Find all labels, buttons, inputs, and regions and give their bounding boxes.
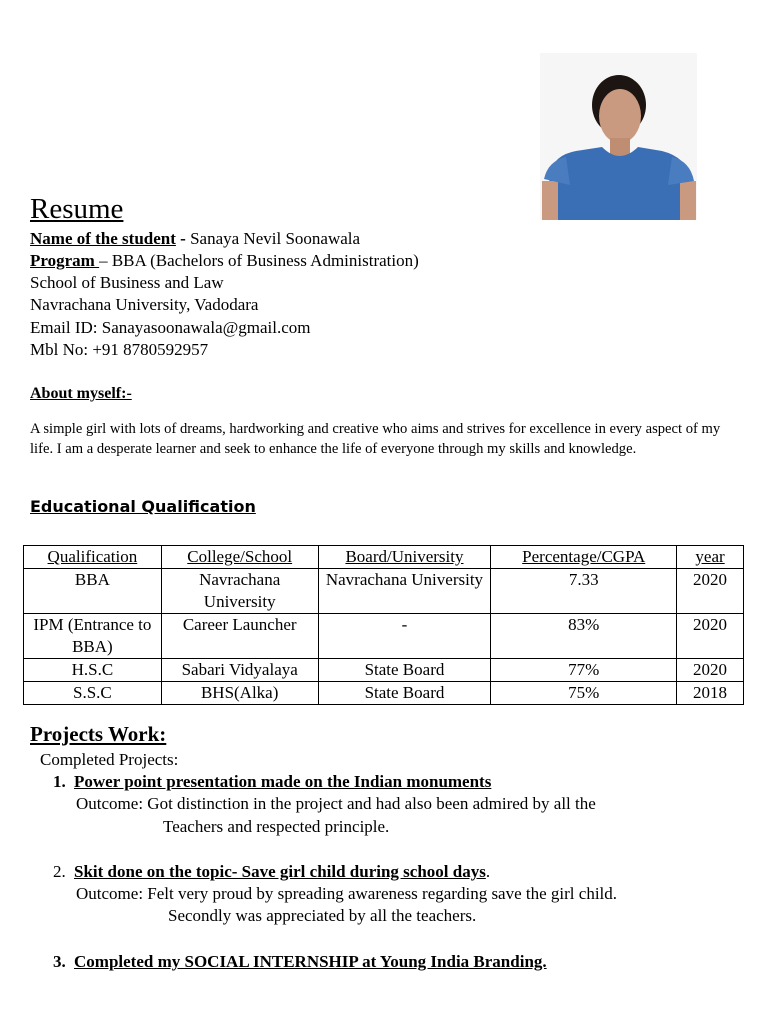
about-heading: About myself:- bbox=[30, 385, 132, 402]
column-header: Percentage/CGPA bbox=[491, 546, 677, 569]
table-cell: Sabari Vidyalaya bbox=[161, 659, 318, 682]
resume-title: Resume bbox=[30, 193, 124, 225]
table-cell: 2020 bbox=[677, 614, 744, 659]
email-line bbox=[30, 317, 311, 339]
projects-heading: Projects Work: bbox=[30, 722, 167, 746]
table-cell: BHS(Alka) bbox=[161, 682, 318, 705]
about-text: A simple girl with lots of dreams, hardworking and creative who aims and strives for excellence in every aspect of my life. I am a desperate learner and seek to enhance the life of everyone through my skills and knowledge. bbox=[30, 421, 721, 457]
project-outcome-continued: Secondly was appreciated by all the teachers. bbox=[168, 906, 477, 925]
outcome-label: Outcome: bbox=[76, 794, 148, 813]
projects-subheading: Completed Projects: bbox=[40, 750, 179, 769]
table-cell: 2018 bbox=[677, 682, 744, 705]
table-row bbox=[24, 682, 744, 705]
column-header: year bbox=[677, 546, 744, 569]
school-line: School of Business and Law bbox=[30, 273, 224, 292]
project-outcome bbox=[76, 793, 596, 815]
name-label: Name of the student bbox=[30, 229, 176, 248]
table-cell: 2020 bbox=[677, 569, 744, 614]
table-cell: 77% bbox=[491, 659, 677, 682]
profile-photo bbox=[540, 53, 697, 220]
project-title: Skit done on the topic- Save girl child during school days bbox=[74, 862, 486, 881]
table-row bbox=[24, 614, 744, 659]
table-cell: IPM (Entrance to BBA) bbox=[24, 614, 162, 659]
table-cell: Navrachana University bbox=[318, 569, 491, 614]
column-header: Qualification bbox=[24, 546, 162, 569]
university-line: Navrachana University, Vadodara bbox=[30, 295, 259, 314]
program-value: – BBA (Bachelors of Business Administration) bbox=[99, 251, 419, 270]
column-header: Board/University bbox=[318, 546, 491, 569]
table-row bbox=[24, 569, 744, 614]
table-row bbox=[24, 659, 744, 682]
project-item-1 bbox=[53, 771, 491, 793]
table-cell: - bbox=[318, 614, 491, 659]
project-outcome-continued: Teachers and respected principle. bbox=[163, 817, 390, 836]
mobile-value: +91 8780592957 bbox=[92, 340, 209, 359]
email-label: Email ID: bbox=[30, 318, 102, 337]
project-outcome bbox=[76, 883, 617, 905]
table-cell: S.S.C bbox=[24, 682, 162, 705]
name-separator: - bbox=[175, 229, 191, 248]
program-label: Program bbox=[30, 251, 100, 270]
table-cell: 75% bbox=[491, 682, 677, 705]
profile-photo-icon bbox=[540, 53, 697, 220]
table-header-row bbox=[24, 546, 744, 569]
table-cell: State Board bbox=[318, 659, 491, 682]
table-cell: H.S.C bbox=[24, 659, 162, 682]
project-number: 2. bbox=[53, 862, 66, 881]
email-value: Sanayasoonawala@gmail.com bbox=[101, 318, 311, 337]
program-line bbox=[30, 250, 419, 272]
table-cell: 7.33 bbox=[491, 569, 677, 614]
project-number: 3. bbox=[53, 952, 66, 971]
table-cell: State Board bbox=[318, 682, 491, 705]
table-cell: 2020 bbox=[677, 659, 744, 682]
project-title-suffix: . bbox=[485, 862, 491, 881]
mobile-line bbox=[30, 339, 208, 361]
column-header: College/School bbox=[161, 546, 318, 569]
table-cell: 83% bbox=[491, 614, 677, 659]
project-title: Completed my SOCIAL INTERNSHIP at Young India Branding. bbox=[74, 952, 547, 971]
project-number: 1. bbox=[53, 772, 66, 791]
project-title: Power point presentation made on the Indian monuments bbox=[74, 772, 492, 791]
education-heading: Educational Qualification bbox=[30, 497, 256, 516]
project-item-2 bbox=[53, 861, 490, 883]
table-cell: Career Launcher bbox=[161, 614, 318, 659]
education-table bbox=[23, 545, 744, 705]
outcome-text: Felt very proud by spreading awareness regarding save the girl child. bbox=[147, 884, 618, 903]
student-name-line bbox=[30, 228, 360, 250]
name-value: Sanaya Nevil Soonawala bbox=[190, 229, 361, 248]
outcome-text: Got distinction in the project and had also been admired by all the bbox=[147, 794, 596, 813]
mobile-label: Mbl No: bbox=[30, 340, 93, 359]
table-cell: BBA bbox=[24, 569, 162, 614]
outcome-label: Outcome: bbox=[76, 884, 148, 903]
project-item-3 bbox=[53, 951, 547, 973]
table-cell: Navrachana University bbox=[161, 569, 318, 614]
